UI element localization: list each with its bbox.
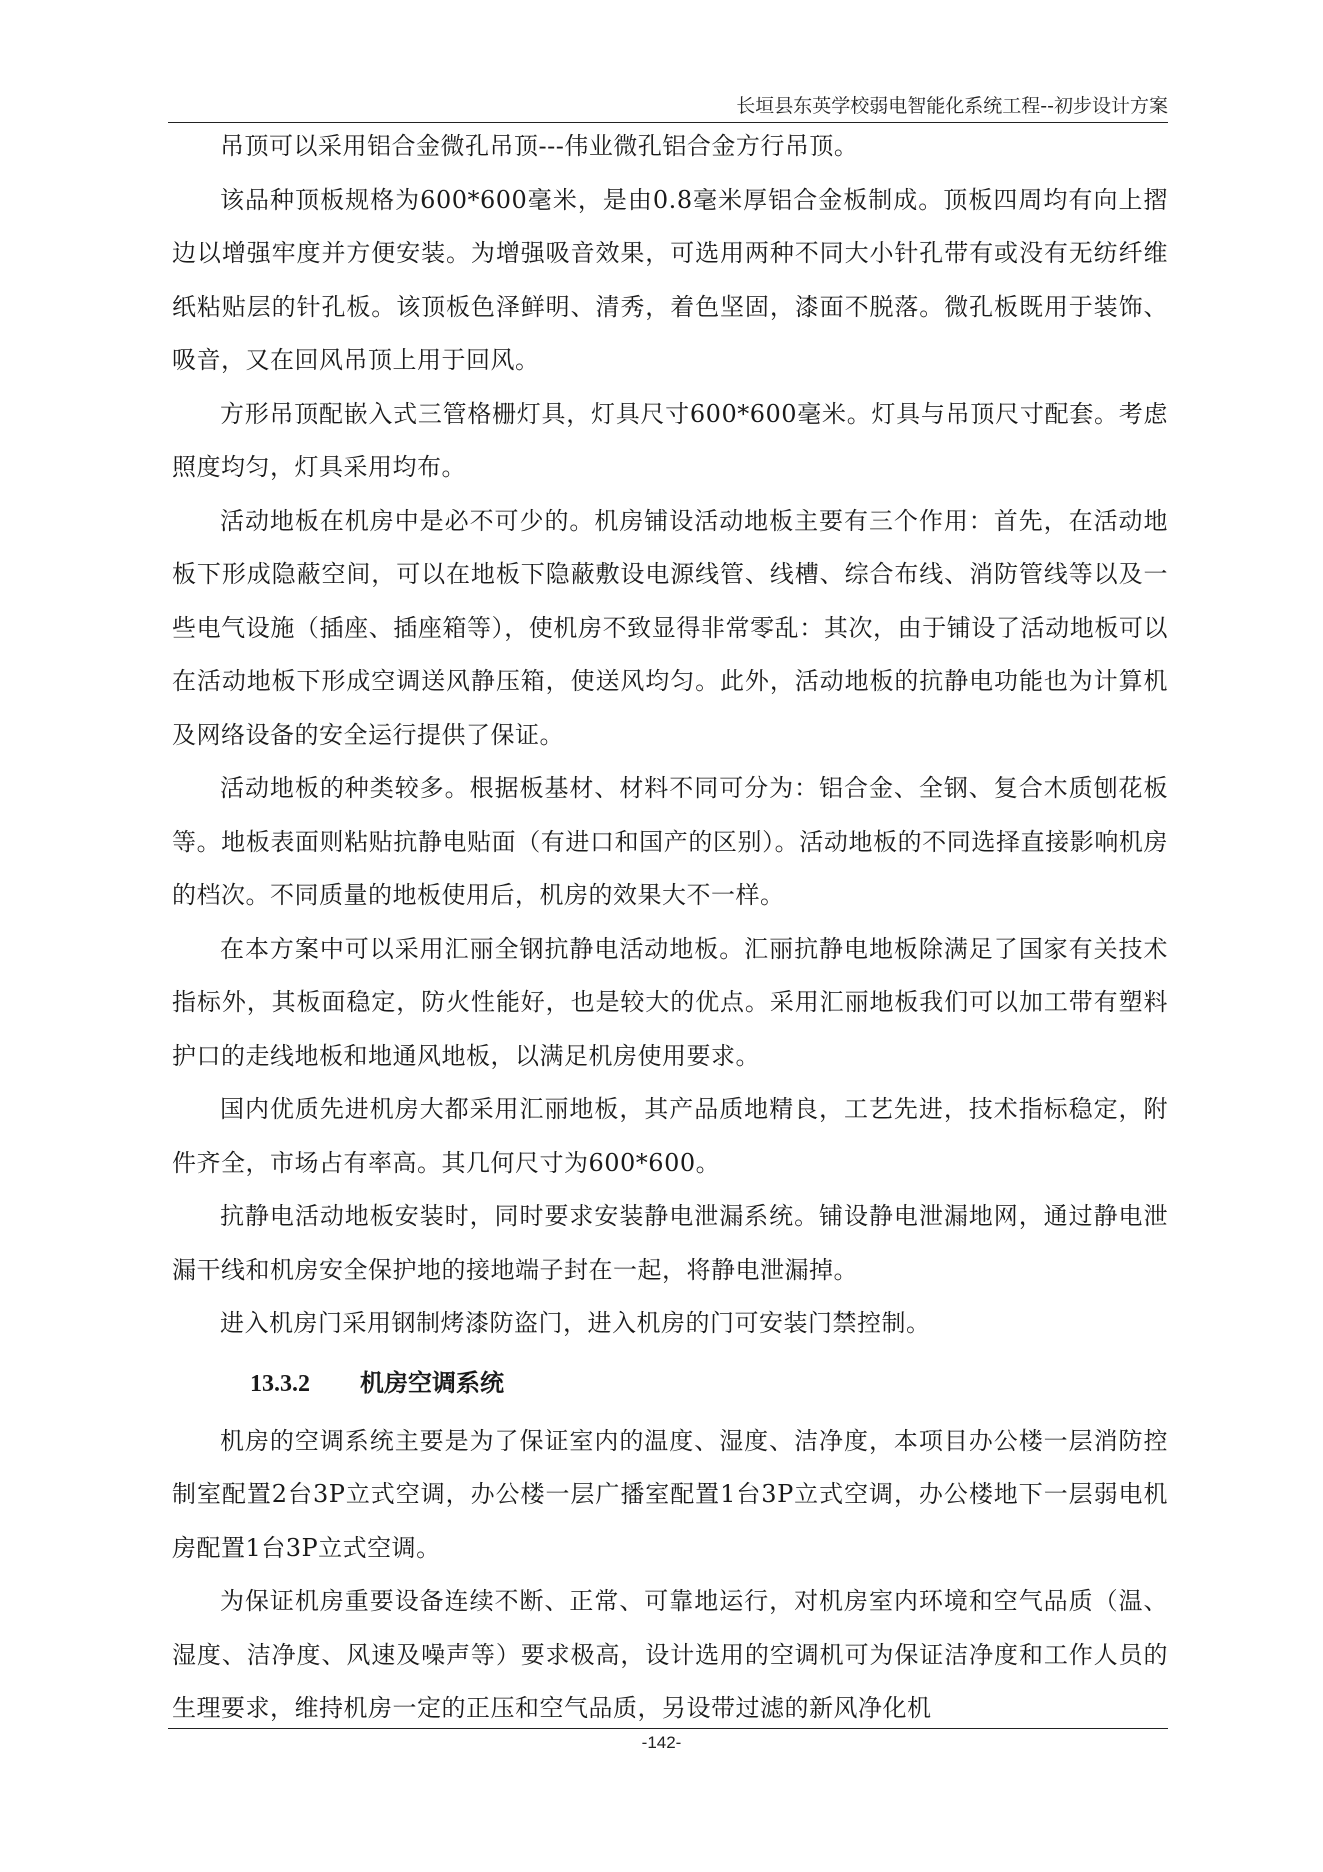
section-heading	[172, 1351, 1168, 1415]
paragraph-floor-quality: 国内优质先进机房大都采用汇丽地板，其产品质地精良，工艺先进，技术指标稳定，附件齐全，市场占有率高。其几何尺寸为600*600。	[172, 1095, 1168, 1177]
paragraph-lighting: 方形吊顶配嵌入式三管格栅灯具，灯具尺寸600*600毫米。灯具与吊顶尺寸配套。考虑照度均匀，灯具采用均布。	[172, 399, 1168, 481]
paragraph-huili-floor: 在本方案中可以采用汇丽全钢抗静电活动地板。汇丽抗静电地板除满足了国家有关技术指标外，其板面稳定，防火性能好，也是较大的优点。采用汇丽地板我们可以加工带有塑料护口的走线地板和地通风地板，以满足机房使用要求。	[172, 934, 1168, 1070]
paragraph-ac-config: 机房的空调系统主要是为了保证室内的温度、湿度、洁净度，本项目办公楼一层消防控制室配置2台3P立式空调，办公楼一层广播室配置1台3P立式空调，办公楼地下一层弱电机房配置1台3P立式空调。	[172, 1426, 1168, 1562]
paragraph-raised-floor-purpose: 活动地板在机房中是必不可少的。机房铺设活动地板主要有三个作用：首先，在活动地板下形成隐蔽空间，可以在地板下隐蔽敷设电源线管、线槽、综合布线、消防管线等以及一些电气设施（插座、插座箱等），使机房不致显得非常零乱：其次，由于铺设了活动地板可以在活动地板下形成空调送风静压箱，使送风均匀。此外，活动地板的抗静电功能也为计算机及网络设备的安全运行提供了保证。	[172, 506, 1168, 749]
document-body	[172, 120, 1168, 1736]
section-title: 机房空调系统	[360, 1367, 504, 1397]
paragraph-security-door: 进入机房门采用钢制烤漆防盗门，进入机房的门可安装门禁控制。	[220, 1309, 931, 1337]
header-title: 长垣县东英学校弱电智能化系统工程--初步设计方案	[736, 95, 1168, 117]
paragraph-static-drain: 抗静电活动地板安装时，同时要求安装静电泄漏系统。铺设静电泄漏地网，通过静电泄漏干线和机房安全保护地的接地端子封在一起，将静电泄漏掉。	[172, 1202, 1168, 1284]
paragraph-ac-requirements: 为保证机房重要设备连续不断、正常、可靠地运行，对机房室内环境和空气品质（温、湿度、洁净度、风速及噪声等）要求极高，设计选用的空调机可为保证洁净度和工作人员的生理要求，维持机房一定的正压和空气品质，另设带过滤的新风净化机	[172, 1587, 1168, 1722]
paragraph-panel-spec: 该品种顶板规格为600*600毫米，是由0.8毫米厚铝合金板制成。顶板四周均有向上摺边以增强牢度并方便安装。为增强吸音效果，可选用两种不同大小针孔带有或没有无纺纤维纸粘贴层的针孔板。该顶板色泽鲜明、清秀，着色坚固，漆面不脱落。微孔板既用于装饰、吸音，又在回风吊顶上用于回风。	[172, 185, 1168, 374]
section-number: 13.3.2	[250, 1370, 310, 1397]
footer-divider	[168, 1728, 1168, 1729]
paragraph-ceiling-type: 吊顶可以采用铝合金微孔吊顶---伟业微孔铝合金方行吊顶。	[220, 132, 859, 160]
page-header	[168, 94, 1168, 123]
paragraph-floor-types: 活动地板的种类较多。根据板基材、材料不同可分为：铝合金、全钢、复合木质刨花板等。地板表面则粘贴抗静电贴面（有进口和国产的区别）。活动地板的不同选择直接影响机房的档次。不同质量的地板使用后，机房的效果大不一样。	[172, 774, 1168, 909]
page-number: -142-	[641, 1733, 682, 1752]
